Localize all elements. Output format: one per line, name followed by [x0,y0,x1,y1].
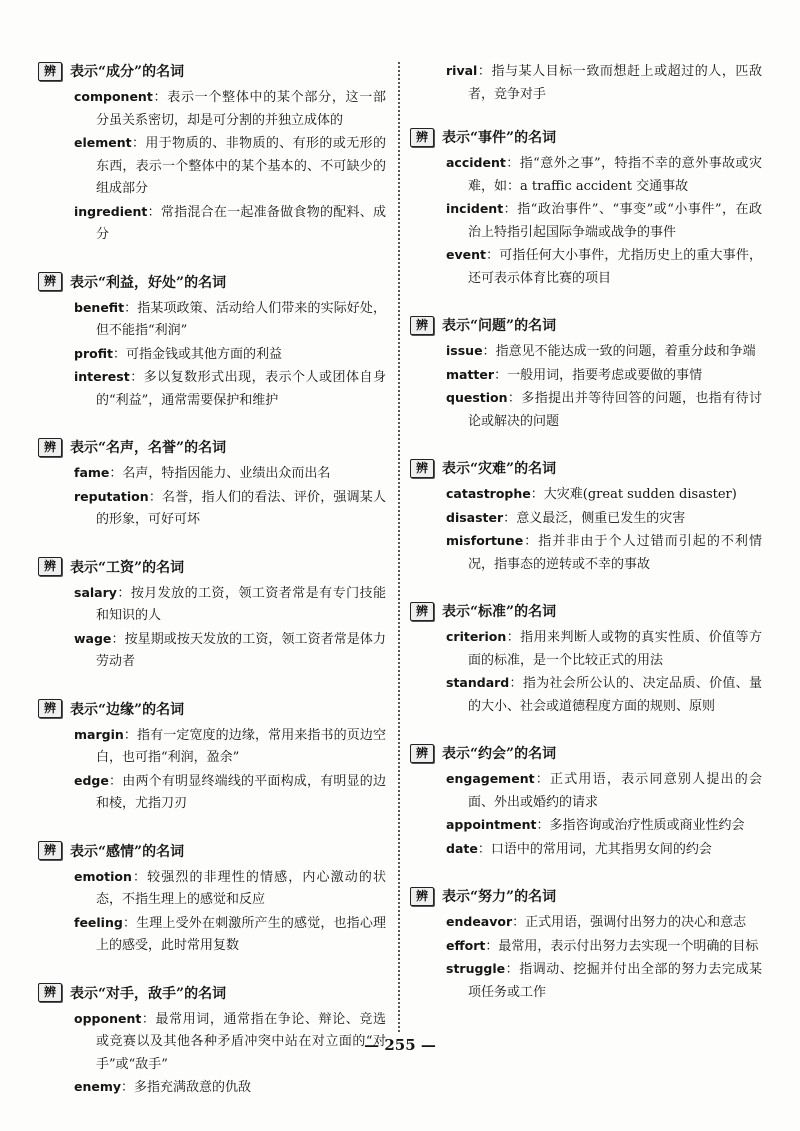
entry-separator: ： [509,676,523,691]
entry-term: misfortune [446,533,524,548]
entry-separator: ： [477,841,491,857]
right-continuation [410,60,762,106]
entry-separator: ： [131,136,146,151]
entry-separator: ： [485,938,499,954]
section-block [410,885,762,1004]
entry-separator: ： [131,869,148,885]
entry-term: profit [74,345,113,361]
entry-separator: ： [122,915,137,931]
entry-term: appointment [446,817,537,832]
entry-definition: 指用来判断人或物的真实性质、价值等方面的标准，是一个比较正式的用法 [468,630,762,668]
entry-term: endeavor [446,914,513,929]
entry-separator: ： [148,489,163,505]
entry-edge [74,770,386,816]
entry-term: standard [446,675,510,690]
bian-badge-icon: 辨 [38,699,62,718]
column-divider [398,62,400,1032]
entry-term: effort [446,937,486,953]
entry-standard [446,672,762,718]
entry-definition: 意义最泛，侧重已发生的灾害 [516,510,686,526]
entry-engagement [446,768,762,814]
section-block [38,436,386,532]
entry-term: enemy [74,1079,122,1094]
entry-term: date [446,840,478,856]
entry-separator: ： [485,248,500,263]
section-heading [38,840,386,862]
bian-badge-icon: 辨 [410,602,434,621]
entry-separator: ： [530,487,544,502]
entry-definition: 名声，特指因能力、业绩出众而出名 [122,466,331,481]
section-title: 表示“努力”的名词 [442,889,557,905]
entry-definition: 由两个有明显终端线的平面构成，有明显的边和棱，尤指刀刃 [96,773,386,811]
entry-separator: ： [152,90,168,105]
bian-badge-icon: 辨 [38,438,62,457]
entry-ingredient [74,201,386,247]
left-sections [38,60,386,1100]
entry-separator: ： [111,631,125,647]
entry-separator: ： [507,391,522,406]
bian-badge-icon: 辨 [410,744,434,763]
entry-separator: ： [147,204,161,220]
entry-term: event [446,247,486,262]
entry-matter [446,364,762,388]
entry-definition: 生理上受外在刺激所产生的感觉，也指心理上的感受，此时常用复数 [96,915,386,953]
entry-separator: ： [141,1011,156,1027]
entry-term: benefit [74,299,125,315]
entry-definition: 一般用词，指要考虑或要做的事情 [507,367,703,383]
bian-badge-icon: 辨 [38,841,62,860]
entry-catastrophe [446,483,762,507]
entry-definition: 指意见不能达成一致的问题，着重分歧和争端 [495,344,756,359]
entry-separator: ： [494,367,508,383]
entry-enemy [74,1076,386,1100]
bian-badge-icon: 辨 [410,887,434,906]
entry-separator: ： [523,534,539,549]
entry-definition: 口语中的常用词，尤其指男女间的约会 [490,841,712,857]
section-heading [38,698,386,720]
entry-separator: ： [124,300,138,316]
bian-badge-icon: 辨 [410,316,434,335]
entry-definition: 表示一个整体中的某个部分，这一部分虽关系密切，却是可分割的并独立成体的 [96,90,386,128]
entry-term: edge [74,772,109,788]
entry-interest [74,366,386,412]
entry-term: opponent [74,1010,142,1026]
entry-term: struggle [446,961,506,976]
section-title: 表示“对手，敌手”的名词 [70,985,227,1002]
section-title: 表示“约会”的名词 [442,746,557,762]
entry-term: feeling [74,914,123,930]
entry-definition: 指某项政策、活动给人们带来的实际好处，但不能指“利润” [96,300,386,338]
entry-definition: 名誉，指人们的看法、评价，强调某人的形象，可好可坏 [96,489,386,527]
entry-separator: ： [477,64,492,79]
page-number: — 255 — [364,1036,436,1054]
section-block [410,600,762,718]
entry-separator: ： [503,202,518,217]
entry-accident [446,152,762,198]
entry-definition: 指“政治事件”、“事变”或“小事件”，在政治上特指引起国际争端或战争的事件 [468,202,762,240]
entry-separator: ： [505,156,520,171]
entry-definition: 指为社会所公认的、决定品质、价值、量的大小、社会或道德程度方面的规则、原则 [468,676,762,714]
entry-separator: ： [116,585,131,601]
entry-term: criterion [446,629,507,644]
section-title: 表示“标准”的名词 [442,604,557,620]
entry-term: fame [74,465,110,480]
entry-term: catastrophe [446,486,531,501]
entry-term: engagement [446,771,535,786]
entry-question [446,387,762,433]
entry-term: accident [446,155,506,170]
section-block [38,840,386,958]
section-title: 表示“边缘”的名词 [70,701,185,718]
entry-feeling [74,912,386,958]
section-heading [38,982,386,1004]
entry-definition: 可指任何大小事件，尤指历史上的重大事件，还可表示体育比赛的项目 [468,248,762,286]
entry-term: matter [446,366,495,382]
section-heading [38,271,386,293]
section-block [38,271,386,413]
section-title: 表示“事件”的名词 [442,130,557,146]
entry-definition: 正式用语，表示同意别人提出的会面、外出或婚约的请求 [468,772,762,810]
entry-incident [446,198,762,244]
bian-badge-icon: 辨 [38,983,62,1002]
entry-definition: 最常用词，通常指在争论、辩论、竞选或竞赛以及其他各种矛盾冲突中站在对立面的“对手”或“敌手” [96,1011,386,1072]
bian-badge-icon: 辨 [38,557,62,576]
entry-element [74,132,386,201]
entry-profit [74,343,386,367]
entry-separator: ： [109,466,123,481]
entry-definition: 最常用，表示付出努力去实现一个明确的目标 [498,938,759,954]
section-title: 表示“问题”的名词 [442,318,557,334]
bian-badge-icon: 辨 [38,272,62,291]
section-heading [38,60,386,82]
entry-definition: 指与某人目标一致而想赶上或超过的人，匹敌者，竞争对手 [468,64,762,102]
entry-term: emotion [74,868,132,884]
section-heading [410,600,762,622]
entry-definition: 指调动、挖掘并付出全部的努力去完成某项任务或工作 [468,962,762,1000]
entry-term: reputation [74,488,149,504]
entry-rival [446,60,762,106]
section-heading [410,742,762,764]
entry-separator: ： [506,630,521,645]
section-title: 表示“名声，名誉”的名词 [70,440,227,456]
section-title: 表示“感情”的名词 [70,843,185,860]
entry-term: wage [74,630,112,646]
entry-separator: ： [108,773,123,789]
entry-fame [74,462,386,486]
entry-definition: 指有一定宽度的边缘，常用来指书的页边空白，也可指“利润，盈余” [96,727,386,765]
entry-term: incident [446,201,504,216]
section-block [38,60,386,247]
section-heading [410,885,762,907]
entry-definition: 指“意外之事”，特指不幸的意外事故或灾难，如：a traffic accident 交通事故 [468,156,762,194]
entry-reputation [74,486,386,532]
section-title: 表示“利益，好处”的名词 [70,274,227,291]
entry-definition: 按月发放的工资，领工资者常是有专门技能和知识的人 [96,585,386,623]
entry-term: salary [74,584,117,600]
entry-benefit [74,297,386,343]
entry-event [446,244,762,290]
right-sections [410,126,762,1004]
entry-emotion [74,866,386,912]
entry-appointment [446,814,762,838]
entry-term: disaster [446,509,504,525]
entry-issue [446,340,762,364]
entry-term: rival [446,63,478,78]
entry-margin [74,724,386,770]
entry-separator: ： [112,346,126,362]
entry-endeavor [446,911,762,935]
entry-term: element [74,135,132,150]
entry-term: interest [74,369,130,384]
section-block [410,457,762,576]
entry-separator: ： [123,727,137,743]
section-title: 表示“灾难”的名词 [442,461,557,477]
entry-separator: ： [512,915,526,930]
entry-term: component [74,89,153,104]
entry-term: ingredient [74,203,148,219]
entry-definition: 较强烈的非理性的情感，内心激动的状态，不指生理上的感觉和反应 [96,869,386,907]
bian-badge-icon: 辨 [38,62,62,81]
section-heading [410,457,762,479]
section-title: 表示“工资”的名词 [70,559,185,576]
entry-separator: ： [482,344,496,359]
section-block [410,742,762,861]
entry-criterion [446,626,762,672]
entry-component [74,86,386,132]
entry-separator: ： [503,510,517,526]
entry-definition: 大灾难(great sudden disaster) [543,487,737,502]
entry-separator: ： [121,1080,135,1095]
bian-badge-icon: 辨 [410,128,434,147]
section-title: 表示“成分”的名词 [70,64,185,80]
entry-definition: 正式用语，强调付出努力的决心和意志 [525,915,747,930]
entry-definition: 指并非由于个人过错而引起的不利情况，指事态的逆转或不幸的事故 [468,534,762,572]
bian-badge-icon: 辨 [410,459,434,478]
entry-date [446,838,762,862]
entry-salary [74,582,386,628]
entry-definition: 多指充满敌意的仇敌 [134,1080,252,1095]
entry-definition: 按星期或按天发放的工资，领工资者常是体力劳动者 [96,631,386,669]
section-block [38,698,386,816]
entry-definition: 用于物质的、非物质的、有形的或无形的东西，表示一个整体中的某个基本的、不可缺少的组成部分 [96,136,386,196]
section-heading [38,436,386,458]
entry-definition: 可指金钱或其他方面的利益 [125,346,282,362]
section-heading [410,126,762,148]
entry-misfortune [446,530,762,576]
entry-definition: 多指提出并等待回答的问题，也指有待讨论或解决的问题 [468,391,762,429]
entry-definition: 多指咨询或治疗性质或商业性约会 [549,818,745,833]
entry-definition: 常指混合在一起准备做食物的配料、成分 [96,204,386,242]
section-block [410,126,762,290]
section-block [410,314,762,433]
section-heading [38,556,386,578]
right-column [410,60,762,1028]
entry-wage [74,628,386,674]
entry-separator: ： [505,962,520,977]
entry-separator: ： [534,772,550,787]
entry-effort [446,935,762,959]
left-column [38,60,386,1124]
entry-term: issue [446,343,483,358]
entry-struggle [446,958,762,1004]
entry-term: margin [74,726,124,742]
entry-disaster [446,507,762,531]
entry-definition: 多以复数形式出现，表示个人或团体自身的“利益”，通常需要保护和维护 [96,370,386,408]
section-heading [410,314,762,336]
entry-separator: ： [536,818,550,833]
entry-term: question [446,390,508,405]
entry-separator: ： [129,370,144,385]
section-block [38,556,386,674]
